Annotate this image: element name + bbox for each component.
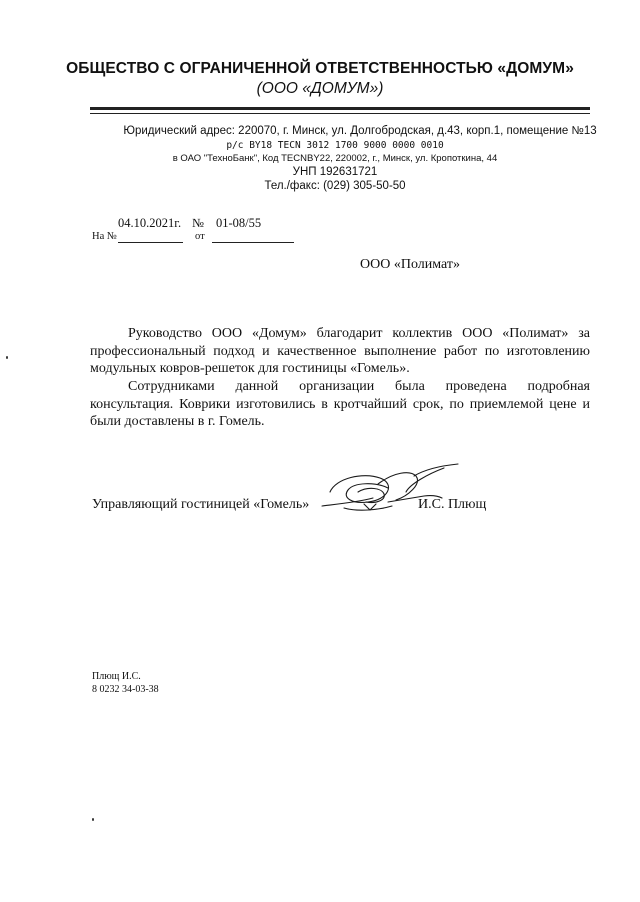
bank-details: в ОАО "ТехноБанк", Код TECNBY22, 220002, г., Минск, ул. Кропоткина, 44 [172, 153, 498, 164]
org-short-name: (ООО «ДОМУМ») [256, 80, 384, 97]
document-date: 04.10.2021г. [118, 216, 182, 230]
legal-address: Юридический адрес: 220070, г. Минск, ул. Долгобродская, д.43, корп.1, помещение №13 [123, 125, 597, 137]
body-paragraph-2: Сотрудниками данной организации была проведена подробная консультация. Коврики изготовились в кротчайший срок, по приемлемой цене и были доставлены в г. Гомель. [90, 379, 590, 429]
header-rule-thick [90, 107, 590, 110]
reference-date-label: от [195, 231, 205, 242]
scan-speck [6, 356, 8, 359]
reference-number-label: На № [92, 231, 117, 242]
signer-title: Управляющий гостиницей «Гомель» [92, 497, 310, 512]
recipient: ООО «Полимат» [360, 257, 460, 272]
handwritten-signature [318, 462, 468, 524]
reference-number-blank [118, 242, 183, 243]
executor-phone: 8 0232 34-03-38 [92, 684, 159, 695]
phone-fax: Тел./факс: (029) 305-50-50 [264, 180, 406, 192]
document-number-label: № [192, 216, 204, 230]
scan-speck [92, 818, 94, 821]
bank-account: р/с BY18 TECN 3012 1700 9000 0000 0010 [226, 140, 444, 151]
document-number: 01-08/55 [216, 216, 262, 230]
executor-name: Плющ И.С. [92, 671, 141, 682]
reference-date-blank [212, 242, 294, 243]
unp-number: УНП 192631721 [292, 166, 378, 178]
header-rule-thin [90, 113, 590, 114]
org-name: ОБЩЕСТВО С ОГРАНИЧЕННОЙ ОТВЕТСТВЕННОСТЬЮ «ДОМУМ» [66, 60, 574, 77]
body-paragraph-1: Руководство ООО «Домум» благодарит коллектив ООО «Полимат» за профессиональный подход и качественное выполнение работ по изготовлению модульных ковров-решеток для гостиницы «Гомель». [90, 326, 590, 376]
signer-name: И.С. Плющ [418, 497, 487, 512]
